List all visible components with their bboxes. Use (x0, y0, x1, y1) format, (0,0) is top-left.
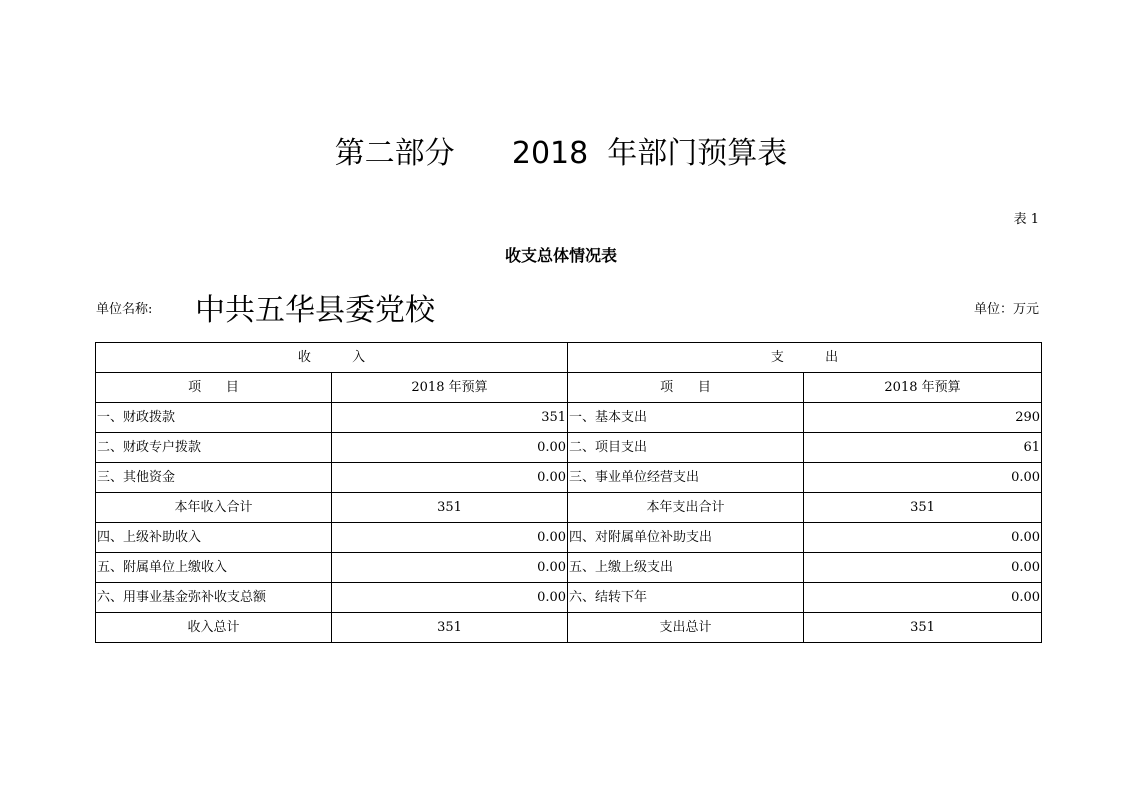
budget-table (95, 342, 1042, 643)
budget-table-body (96, 343, 1042, 643)
income-item-cell: 六、用事业基金弥补收支总额 (96, 583, 332, 613)
table-row (96, 463, 1042, 493)
expense-item-cell: 一、基本支出 (568, 403, 804, 433)
income-value-cell: 351 (332, 493, 568, 523)
expense-value-cell: 351 (804, 613, 1042, 643)
income-item-cell: 四、上级补助收入 (96, 523, 332, 553)
income-budget-column-header: 2018 年预算 (332, 373, 568, 403)
expense-value-cell: 0.00 (804, 553, 1042, 583)
org-label: 单位名称: (96, 302, 153, 317)
table-subtitle: 收支总体情况表 (504, 246, 617, 265)
income-header: 收 入 (96, 343, 568, 373)
total-row (96, 613, 1042, 643)
expense-value-cell: 0.00 (804, 523, 1042, 553)
expense-item-cell: 五、上缴上级支出 (568, 553, 804, 583)
expense-item-cell: 支出总计 (568, 613, 804, 643)
income-value-cell: 0.00 (332, 553, 568, 583)
income-value-cell: 0.00 (332, 463, 568, 493)
expense-item-cell: 三、事业单位经营支出 (568, 463, 804, 493)
income-value-cell: 0.00 (332, 433, 568, 463)
unit-label: 单位：万元 (973, 302, 1039, 317)
page-title: 第二部分 2018 年部门预算表 (334, 136, 788, 171)
expense-budget-column-header: 2018 年预算 (804, 373, 1042, 403)
table-row (96, 523, 1042, 553)
income-item-cell: 三、其他资金 (96, 463, 332, 493)
expense-value-cell: 0.00 (804, 463, 1042, 493)
table-number: 表 1 (1013, 212, 1039, 227)
expense-value-cell: 61 (804, 433, 1042, 463)
income-item-cell: 五、附属单位上缴收入 (96, 553, 332, 583)
expense-item-column-header: 项 目 (568, 373, 804, 403)
section-header-row (96, 343, 1042, 373)
expense-item-cell: 六、结转下年 (568, 583, 804, 613)
income-value-cell: 351 (332, 403, 568, 433)
income-item-column-header: 项 目 (96, 373, 332, 403)
expense-value-cell: 351 (804, 493, 1042, 523)
income-value-cell: 351 (332, 613, 568, 643)
expense-value-cell: 290 (804, 403, 1042, 433)
table-row (96, 553, 1042, 583)
expense-value-cell: 0.00 (804, 583, 1042, 613)
column-header-row (96, 373, 1042, 403)
table-row (96, 433, 1042, 463)
income-value-cell: 0.00 (332, 583, 568, 613)
expense-item-cell: 二、项目支出 (568, 433, 804, 463)
table-row (96, 583, 1042, 613)
income-item-cell: 二、财政专户拨款 (96, 433, 332, 463)
income-value-cell: 0.00 (332, 523, 568, 553)
expense-item-cell: 四、对附属单位补助支出 (568, 523, 804, 553)
expense-header: 支 出 (568, 343, 1042, 373)
income-item-cell: 一、财政拨款 (96, 403, 332, 433)
expense-item-cell: 本年支出合计 (568, 493, 804, 523)
table-row (96, 403, 1042, 433)
org-name: 中共五华县委党校 (195, 293, 435, 328)
income-item-cell: 本年收入合计 (96, 493, 332, 523)
total-row (96, 493, 1042, 523)
income-item-cell: 收入总计 (96, 613, 332, 643)
